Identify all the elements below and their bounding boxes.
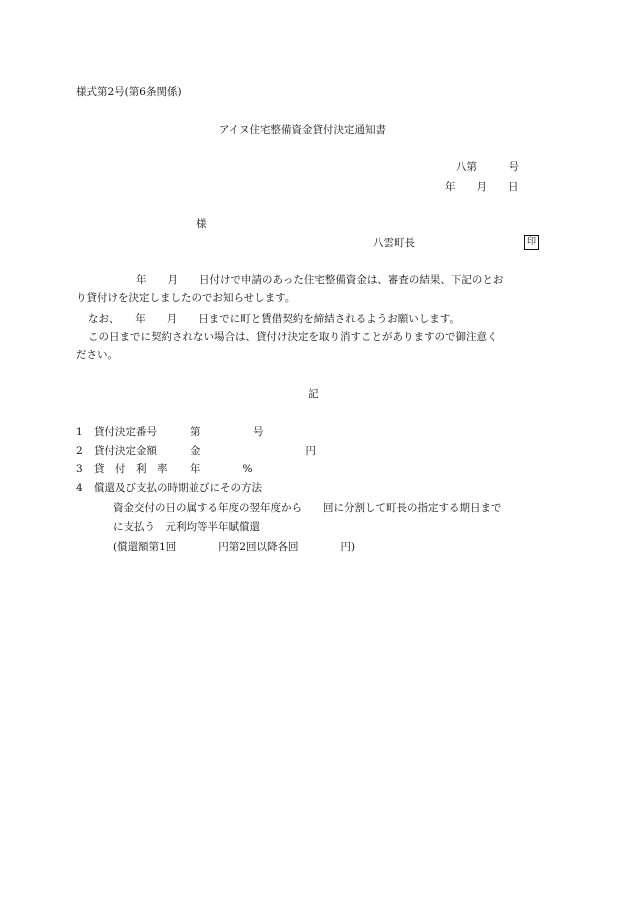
repayment-line3: (償還額第1回 円第2回以降各回 円) — [113, 541, 356, 553]
item-3-number: 3 — [76, 463, 83, 475]
reference-number: 八第 号 — [456, 161, 519, 173]
body-para2-line2: この日までに契約されない場合は、貸付け決定を取り消すことがありますので御注意く — [88, 331, 498, 343]
form-label: 様式第2号(第6条関係) — [76, 86, 182, 98]
body-para2-line1: なお、 年 月 日までに町と賃借契約を締結されるようお願いします。 — [88, 313, 460, 325]
item-2-value: 金 円 — [190, 445, 316, 457]
ki-heading: 記 — [308, 388, 319, 400]
item-1-value: 第 号 — [190, 426, 264, 438]
repayment-line1: 資金交付の日の属する年度の翌年度から 回に分割して町長の指定する期日まで — [113, 502, 502, 514]
item-3-label: 貸 付 利 率 — [94, 463, 168, 475]
item-1-label: 貸付決定番号 — [94, 426, 157, 438]
item-3-value: 年 % — [190, 463, 253, 475]
document-title: アイヌ住宅整備資金貸付決定通知書 — [219, 124, 387, 136]
repayment-line2: に支払う 元利均等半年賦償還 — [113, 521, 260, 533]
item-4-label: 償還及び支払の時期並びにその方法 — [94, 482, 262, 494]
body-para2-line3: ださい。 — [76, 349, 118, 361]
issue-date: 年 月 日 — [445, 181, 519, 193]
item-4-number: 4 — [76, 482, 83, 494]
item-2-number: 2 — [76, 445, 83, 457]
body-para1-line2: り貸付けを決定しましたのでお知らせします。 — [76, 292, 296, 304]
seal-mark: 印 — [524, 235, 539, 250]
item-1-number: 1 — [76, 426, 83, 438]
body-para1-line1: 年 月 日付けで申請のあった住宅整備資金は、審査の結果、下記のとお — [136, 274, 504, 286]
item-2-label: 貸付決定金額 — [94, 445, 157, 457]
sender-title: 八雲町長 — [373, 237, 415, 249]
addressee-honorific: 様 — [196, 218, 207, 230]
